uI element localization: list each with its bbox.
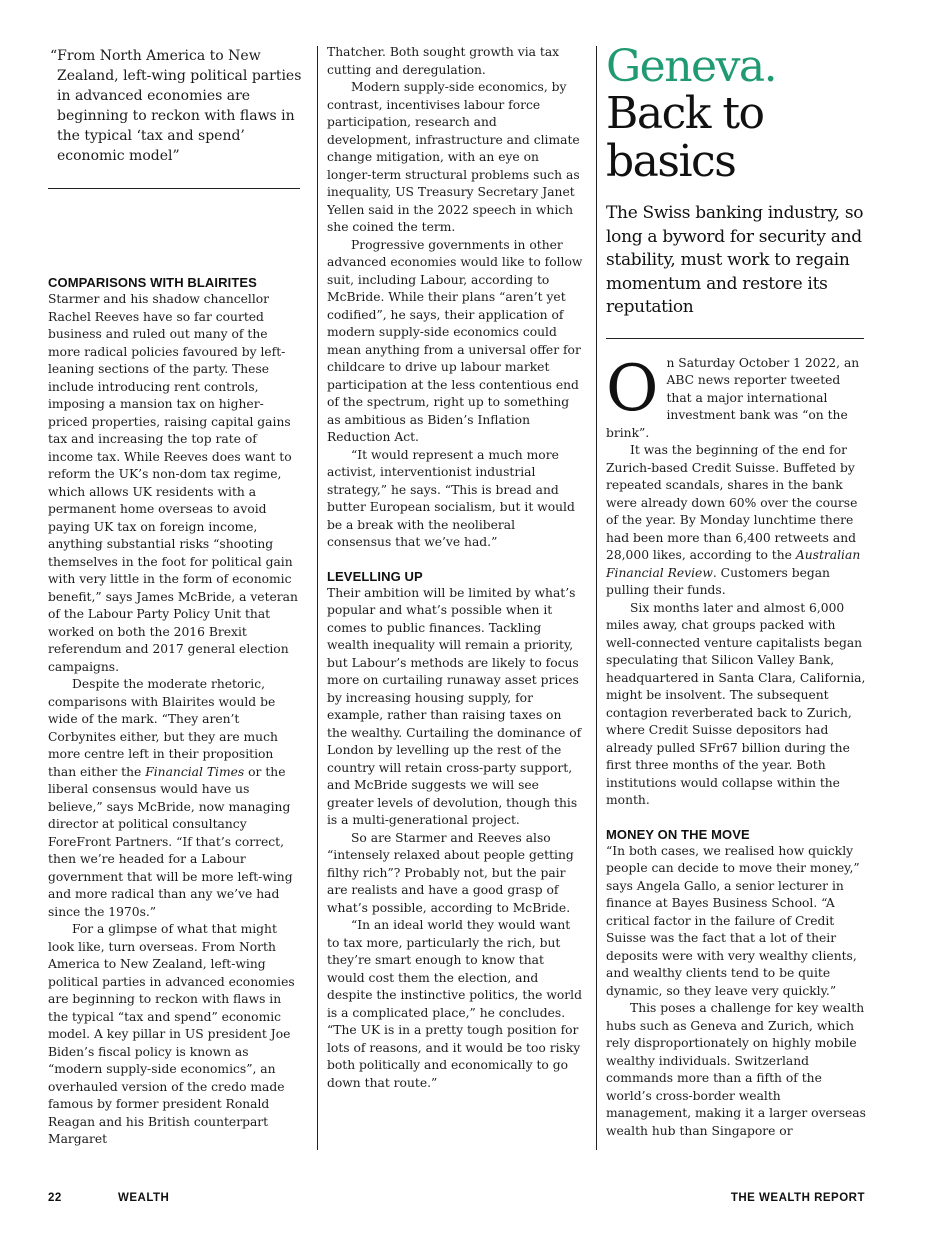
paragraph: Their ambition will be limited by what’s popular and what’s possible when it comes to public finances. Tackling wealth inequality will remain a priority, but Labour’s methods are likely to focus more on curtailing runaway asset prices by increasing housing supply, for example, rather than raising taxes on the wealthy. Curtailing the dominance of London by levelling up the rest of the country will retain cross-party support, and McBride suggests we will see greater levels of devolution, though this is a multi-generational project. xyxy=(327,585,582,827)
page-number: 22 xyxy=(48,1192,62,1204)
paragraph: Starmer and his shadow chancellor Rachel Reeves have so far courted business and ruled out many of the more radical policies favoured by left-leaning sections of the party. These include introducing rent controls, imposing a mansion tax on higher-priced properties, raising capital gains tax and increasing the top rate of income tax. While Reeves does want to reform the UK’s non-dom tax regime, which allows UK residents with a permanent home overseas to avoid paying UK tax on foreign income, anything substantial risks “shooting themselves in the foot for political gain with very little in the form of economic benefit,” says James McBride, a veteran of the Labour Party Policy Unit that worked on both the 2016 Brexit referendum and 2017 general election campaigns. xyxy=(48,292,298,674)
paragraph: “In an ideal world they would want to tax more, particularly the rich, but they’re smart enough to know that would cost them the election, and despite the instinctive politics, the world is a complicated place,” he concludes. “The UK is in a pretty tough position for lots of reasons, and it would be too risky both politically and economically to go down that route.” xyxy=(327,918,582,1090)
paragraph: Six months later and almost 6,000 miles away, chat groups packed with well-connected venture capitalists began speculating that Silicon Valley Bank, headquartered in Santa Clara, California, might be insolvent. The subsequent contagion reverberated back to Zurich, where Credit Suisse depositors had already pulled SFr67 billion during the first three months of the year. Both institutions would collapse within the month. xyxy=(606,600,866,807)
publication-name: Financial Times xyxy=(145,764,245,779)
pull-quote-text: “From North America to New Zealand, left-wing political parties in advanced economies are beginning to reckon with flaws in the typical ‘tax and spend’ economic model” xyxy=(50,48,302,164)
section-heading-levelling-up: LEVELLING UP xyxy=(327,568,423,584)
article-title-line-2: basics xyxy=(606,136,736,187)
column-divider xyxy=(596,46,597,1150)
article-title-location: Geneva. xyxy=(606,44,777,92)
pull-quote xyxy=(48,44,302,166)
section-heading-money-on-the-move: MONEY ON THE MOVE xyxy=(606,826,750,842)
publication-name: Australian Financial Review xyxy=(606,548,861,580)
paragraph: On Saturday October 1 2022, an ABC news reporter tweeted that a major international investment bank was “on the brink”. xyxy=(606,351,860,440)
paragraph: Modern supply-side economics, by contrast, incentivises labour force participation, research and development, infrastructure and climate change mitigation, with an eye on longer-term structural problems such as inequality, US Treasury Secretary Janet Yellen said in the 2022 speech in which she coined the term. xyxy=(327,80,580,234)
section-label: WEALTH xyxy=(118,1192,170,1204)
article-standfirst: The Swiss banking industry, so long a byword for security and stability, must work to regain momentum and restore its reputation xyxy=(606,203,864,317)
paragraph: So are Starmer and Reeves also “intensely relaxed about people getting filthy rich”? Probably not, but the pair are realists and have a good grasp of what’s possible, according to McBride. xyxy=(327,830,574,915)
paragraph: It was the beginning of the end for Zurich-based Credit Suisse. Buffeted by repeated scandals, shares in the bank were already down 60% over the course of the year. By Monday lunchtime there had been more than 6,400 retweets and 28,000 likes, according to the Australian Financial Review. Customers began pulling their funds. xyxy=(606,443,861,597)
paragraph: Thatcher. Both sought growth via tax cutting and deregulation. xyxy=(327,45,560,77)
paragraph: Progressive governments in other advanced economies would like to follow suit, including Labour, according to McBride. While their plans “aren’t yet codified”, he says, their application of modern supply-side economics could mean anything from a universal offer for childcare to drive up labour market participation at the less contentious end of the spectrum, right up to something as ambitious as Biden’s Inflation Reduction Act. xyxy=(327,237,583,444)
paragraph: For a glimpse of what that might look like, turn overseas. From North America to New Zealand, left-wing political parties in advanced economies are beginning to reckon with flaws in the typical “tax and spend” economic model. A key pillar in US president Joe Biden’s fiscal policy is known as “modern supply-side economics”, an overhauled version of the credo made famous by former president Ronald Reagan and his British counterpart Margaret xyxy=(48,922,295,1146)
paragraph: “It would represent a much more activist, interventionist industrial strategy,” he says. “This is bread and butter European socialism, but it would be a break with the neoliberal consensus that we’ve had.” xyxy=(327,447,575,549)
section-heading-blairites: COMPARISONS WITH BLAIRITES xyxy=(48,275,257,290)
column-left xyxy=(48,44,302,1152)
column-right xyxy=(606,44,868,1152)
column-middle xyxy=(327,44,583,1152)
article-title-line-1: Back to xyxy=(606,88,764,139)
paragraph: “In both cases, we realised how quickly people can decide to move their money,” says Angela Gallo, a senior lecturer in finance at Bayes Business School. “A critical factor in the failure of Credit Suisse was the fact that a lot of their deposits were with very wealthy clients, and wealthy clients tend to be quite dynamic, so they leave very quickly.” xyxy=(606,843,860,998)
paragraph: Despite the moderate rhetoric, comparisons with Blairites would be wide of the mark. “They aren’t Corbynites either, but they are much more centre left in their proposition than either the Financial Times or the liberal consensus would have us believe,” says McBride, now managing director at political consultancy ForeFront Partners. “If that’s correct, then we’re headed for a Labour government that will be more left-wing and more radical than any we’ve had since the 1970s.” xyxy=(48,677,293,919)
publication-label: THE WEALTH REPORT xyxy=(730,1192,865,1204)
column-divider xyxy=(317,46,318,1150)
paragraph: This poses a challenge for key wealth hubs such as Geneva and Zurich, which rely disproportionately on highly mobile wealthy individuals. Switzerland commands more than a fifth of the world’s cross-border wealth management, making it a larger overseas wealth hub than Singapore or xyxy=(606,1001,866,1138)
drop-cap: O xyxy=(606,351,659,426)
